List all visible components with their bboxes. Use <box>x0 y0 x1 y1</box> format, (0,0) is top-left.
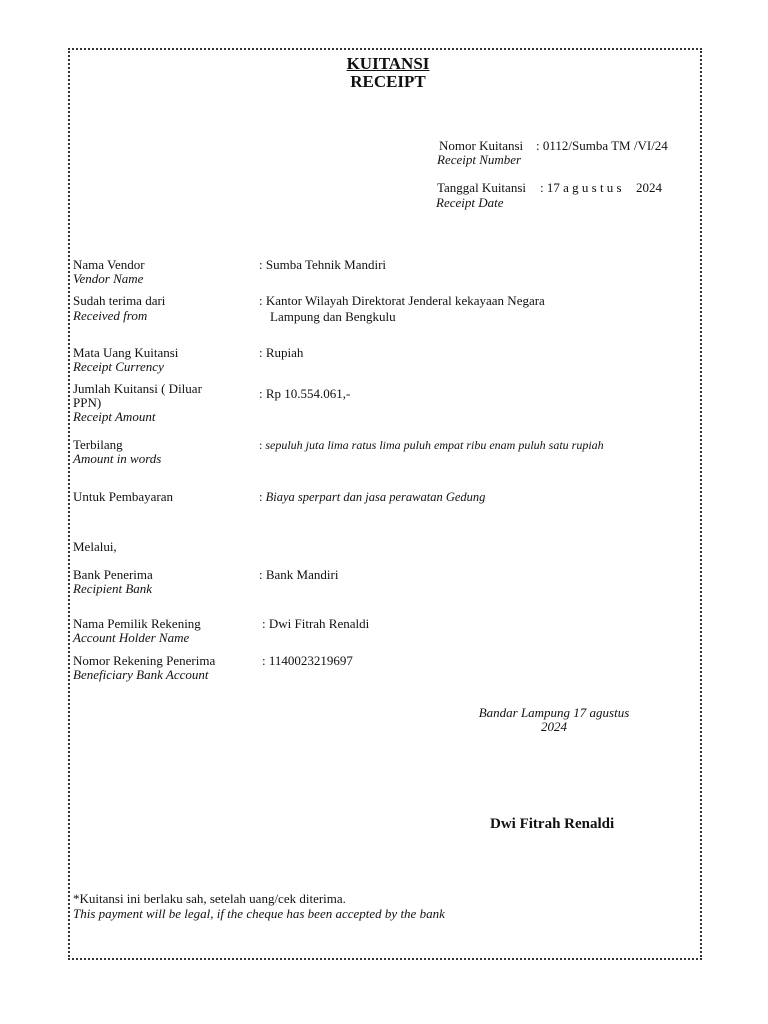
received-label: Sudah terima dari <box>73 293 166 308</box>
receipt-date-year: 2024 <box>636 180 662 195</box>
payment-value-row <box>259 489 485 505</box>
footer-note: *Kuitansi ini berlaku sah, setelah uang/cek diterima. <box>73 891 346 906</box>
footer-note-en: This payment will be legal, if the cheque has been accepted by the bank <box>73 906 445 921</box>
currency-label-en: Receipt Currency <box>73 359 164 374</box>
receipt-number-value: : 0112/Sumba TM /VI/24 <box>536 138 668 153</box>
payment-colon: : <box>259 490 263 504</box>
payment-label: Untuk Pembayaran <box>73 489 174 504</box>
signatory-name: Dwi Fitrah Renaldi <box>490 816 615 832</box>
receipt-date-label-en: Receipt Date <box>436 195 504 210</box>
receipt-number-label: Nomor Kuitansi <box>439 138 524 153</box>
words-label: Terbilang <box>73 437 123 452</box>
vendor-value: : Sumba Tehnik Mandiri <box>259 257 387 272</box>
words-value: sepuluh juta lima ratus lima puluh empat ribu enam puluh satu rupiah <box>265 438 604 452</box>
received-label-en: Received from <box>73 308 148 323</box>
amount-value: : Rp 10.554.061,- <box>259 386 351 401</box>
account-label: Nomor Rekening Penerima <box>73 653 216 668</box>
bank-value: : Bank Mandiri <box>259 567 339 582</box>
account-value: : 1140023219697 <box>262 653 353 668</box>
amount-label-line2: PPN) <box>73 395 102 410</box>
amount-label: Jumlah Kuitansi ( Diluar <box>73 381 202 396</box>
receipt-subtitle: RECEIPT <box>350 72 426 91</box>
signature-year: 2024 <box>541 719 567 734</box>
receipt-number-label-en: Receipt Number <box>437 152 522 167</box>
payment-value: Biaya sperpart dan jasa perawatan Gedung <box>265 490 486 504</box>
currency-label: Mata Uang Kuitansi <box>73 345 179 360</box>
received-value: : Kantor Wilayah Direktorat Jenderal kekayaan Negara <box>259 293 545 308</box>
receipt-date-label: Tanggal Kuitansi <box>437 180 526 195</box>
bank-label: Bank Penerima <box>73 567 153 582</box>
words-value-row <box>259 437 604 453</box>
amount-label-en: Receipt Amount <box>73 409 156 424</box>
account-label-en: Beneficiary Bank Account <box>73 667 209 682</box>
vendor-label-en: Vendor Name <box>73 271 144 286</box>
bank-label-en: Recipient Bank <box>73 581 153 596</box>
receipt-title: KUITANSI <box>346 54 430 73</box>
received-value-line2: Lampung dan Bengkulu <box>270 309 396 324</box>
receipt-date-value: : 17 a g u s t u s <box>540 180 622 195</box>
words-label-en: Amount in words <box>73 451 162 466</box>
holder-label: Nama Pemilik Rekening <box>73 616 201 631</box>
currency-value: : Rupiah <box>259 345 304 360</box>
via-label: Melalui, <box>73 539 117 554</box>
holder-label-en: Account Holder Name <box>73 630 190 645</box>
signature-place-date: Bandar Lampung 17 agustus <box>478 705 630 720</box>
vendor-label: Nama Vendor <box>73 257 145 272</box>
words-colon: : <box>259 438 263 452</box>
holder-value: : Dwi Fitrah Renaldi <box>262 616 370 631</box>
